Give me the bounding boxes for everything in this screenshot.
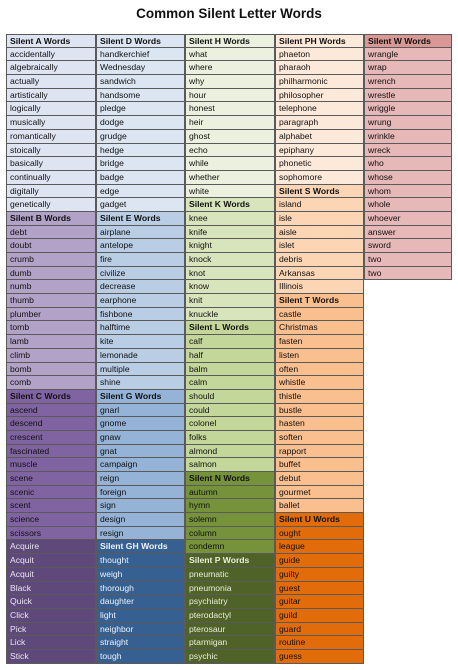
word-cell: white <box>185 185 275 199</box>
word-cell: badge <box>96 171 185 185</box>
section-header: Silent B Words <box>6 212 96 226</box>
word-cell: handkerchief <box>96 48 185 62</box>
word-cell: guest <box>275 582 364 596</box>
word-cell: light <box>96 609 185 623</box>
word-cell: knot <box>185 267 275 281</box>
word-cell: Pick <box>6 623 96 637</box>
word-cell: scent <box>6 499 96 513</box>
word-cell: hour <box>185 89 275 103</box>
word-cell: wrinkle <box>364 130 452 144</box>
section-header: Silent GH Words <box>96 540 185 554</box>
word-cell: telephone <box>275 102 364 116</box>
word-cell: genetically <box>6 198 96 212</box>
word-cell: musically <box>6 116 96 130</box>
section-header: Silent G Words <box>96 390 185 404</box>
word-cell: gourmet <box>275 486 364 500</box>
word-cell: know <box>185 280 275 294</box>
word-cell: Christmas <box>275 321 364 335</box>
word-cell: echo <box>185 144 275 158</box>
section-header: Silent N Words <box>185 472 275 486</box>
word-cell: accidentally <box>6 48 96 62</box>
word-cell: calm <box>185 376 275 390</box>
word-cell: debt <box>6 226 96 240</box>
word-cell: debris <box>275 253 364 267</box>
word-cell: aisle <box>275 226 364 240</box>
word-cell: balm <box>185 363 275 377</box>
word-cell: design <box>96 513 185 527</box>
word-cell: crumb <box>6 253 96 267</box>
word-cell: pneumonia <box>185 582 275 596</box>
word-cell: buffet <box>275 458 364 472</box>
section-header: Silent PH Words <box>275 34 364 48</box>
word-cell: decrease <box>96 280 185 294</box>
word-cell: wrench <box>364 75 452 89</box>
word-cell: castle <box>275 308 364 322</box>
word-cell: Acquire <box>6 540 96 554</box>
word-cell: foreign <box>96 486 185 500</box>
word-cell: honest <box>185 102 275 116</box>
word-cell: artistically <box>6 89 96 103</box>
word-cell: descend <box>6 417 96 431</box>
section-header: Silent D Words <box>96 34 185 48</box>
word-cell: epiphany <box>275 144 364 158</box>
word-cell: antelope <box>96 239 185 253</box>
word-cell: wrap <box>364 61 452 75</box>
word-cell: soften <box>275 431 364 445</box>
word-cell: paragraph <box>275 116 364 130</box>
word-cell: ballet <box>275 499 364 513</box>
word-cell: gadget <box>96 198 185 212</box>
word-cell: philharmonic <box>275 75 364 89</box>
word-cell: thought <box>96 554 185 568</box>
word-cell: dumb <box>6 267 96 281</box>
column-4 <box>275 34 364 664</box>
word-cell: Black <box>6 582 96 596</box>
word-cell: alphabet <box>275 130 364 144</box>
word-cell: guild <box>275 609 364 623</box>
word-cell: grudge <box>96 130 185 144</box>
word-cell: bomb <box>6 363 96 377</box>
word-cell: sign <box>96 499 185 513</box>
word-cell: edge <box>96 185 185 199</box>
word-cell: gnome <box>96 417 185 431</box>
word-cell: plumber <box>6 308 96 322</box>
word-cell: whether <box>185 171 275 185</box>
word-cell: Illinois <box>275 280 364 294</box>
word-cell: ascend <box>6 404 96 418</box>
word-cell: continually <box>6 171 96 185</box>
word-cell: knight <box>185 239 275 253</box>
word-cell: crescent <box>6 431 96 445</box>
word-cell: gnat <box>96 445 185 459</box>
word-cell: kite <box>96 335 185 349</box>
word-cell: actually <box>6 75 96 89</box>
word-cell: airplane <box>96 226 185 240</box>
word-cell: solemn <box>185 513 275 527</box>
word-cell: answer <box>364 226 452 240</box>
word-cell: guitar <box>275 595 364 609</box>
word-cell: whose <box>364 171 452 185</box>
word-cell: pterosaur <box>185 623 275 637</box>
word-cell: digitally <box>6 185 96 199</box>
word-cell: gnarl <box>96 404 185 418</box>
word-cell: routine <box>275 636 364 650</box>
column-5 <box>364 34 452 280</box>
word-cell: sword <box>364 239 452 253</box>
word-cell: guess <box>275 650 364 664</box>
word-cell: romantically <box>6 130 96 144</box>
section-header: Silent W Words <box>364 34 452 48</box>
word-cell: civilize <box>96 267 185 281</box>
word-cell: whistle <box>275 376 364 390</box>
word-cell: phonetic <box>275 157 364 171</box>
word-cell: two <box>364 267 452 281</box>
page-title: Common Silent Letter Words <box>136 6 322 21</box>
word-cell: guide <box>275 554 364 568</box>
word-cell: tomb <box>6 321 96 335</box>
word-cell: fascinated <box>6 445 96 459</box>
section-header: Silent U Words <box>275 513 364 527</box>
word-cell: island <box>275 198 364 212</box>
word-cell: folks <box>185 431 275 445</box>
word-cell: bustle <box>275 404 364 418</box>
word-cell: multiple <box>96 363 185 377</box>
word-cell: algebraically <box>6 61 96 75</box>
section-header: Silent A Words <box>6 34 96 48</box>
word-cell: earphone <box>96 294 185 308</box>
word-cell: Arkansas <box>275 267 364 281</box>
word-cell: pterodactyl <box>185 609 275 623</box>
word-cell: Lick <box>6 636 96 650</box>
word-cell: halftime <box>96 321 185 335</box>
word-cell: guilty <box>275 568 364 582</box>
word-cell: stoically <box>6 144 96 158</box>
word-cell: debut <box>275 472 364 486</box>
column-2 <box>96 34 185 664</box>
word-cell: league <box>275 540 364 554</box>
section-header: Silent P Words <box>185 554 275 568</box>
word-cell: listen <box>275 349 364 363</box>
word-cell: autumn <box>185 486 275 500</box>
word-cell: muscle <box>6 458 96 472</box>
word-cell: often <box>275 363 364 377</box>
word-cell: weigh <box>96 568 185 582</box>
word-cell: tough <box>96 650 185 664</box>
word-cell: calf <box>185 335 275 349</box>
word-cell: wrangle <box>364 48 452 62</box>
word-cell: hasten <box>275 417 364 431</box>
word-cell: hedge <box>96 144 185 158</box>
word-cell: fishbone <box>96 308 185 322</box>
word-cell: could <box>185 404 275 418</box>
word-cell: phaeton <box>275 48 364 62</box>
word-cell: knuckle <box>185 308 275 322</box>
word-cell: psychic <box>185 650 275 664</box>
word-cell: whoever <box>364 212 452 226</box>
word-cell: scissors <box>6 527 96 541</box>
word-cell: pneumatic <box>185 568 275 582</box>
word-cell: knee <box>185 212 275 226</box>
section-header: Silent K Words <box>185 198 275 212</box>
word-cell: basically <box>6 157 96 171</box>
word-cell: guard <box>275 623 364 637</box>
word-cell: lemonade <box>96 349 185 363</box>
word-cell: knife <box>185 226 275 240</box>
word-cell: while <box>185 157 275 171</box>
word-cell: gnaw <box>96 431 185 445</box>
word-cell: Stick <box>6 650 96 664</box>
word-cell: thumb <box>6 294 96 308</box>
word-cell: dodge <box>96 116 185 130</box>
word-cell: wriggle <box>364 102 452 116</box>
word-cell: fire <box>96 253 185 267</box>
word-cell: who <box>364 157 452 171</box>
column-3 <box>185 34 275 664</box>
word-cell: campaign <box>96 458 185 472</box>
word-cell: Click <box>6 609 96 623</box>
word-cell: handsome <box>96 89 185 103</box>
word-cell: sophomore <box>275 171 364 185</box>
word-cell: why <box>185 75 275 89</box>
word-cell: climb <box>6 349 96 363</box>
word-cell: Wednesday <box>96 61 185 75</box>
column-1 <box>6 34 96 664</box>
word-cell: scenic <box>6 486 96 500</box>
word-cell: philosopher <box>275 89 364 103</box>
section-header: Silent H Words <box>185 34 275 48</box>
word-cell: where <box>185 61 275 75</box>
section-header: Silent S Words <box>275 185 364 199</box>
word-cell: sandwich <box>96 75 185 89</box>
word-cell: neighbor <box>96 623 185 637</box>
word-cell: logically <box>6 102 96 116</box>
word-cell: wrestle <box>364 89 452 103</box>
section-header: Silent L Words <box>185 321 275 335</box>
word-cell: pledge <box>96 102 185 116</box>
word-cell: fasten <box>275 335 364 349</box>
word-cell: numb <box>6 280 96 294</box>
word-cell: knock <box>185 253 275 267</box>
word-cell: thistle <box>275 390 364 404</box>
word-cell: scene <box>6 472 96 486</box>
word-cell: whom <box>364 185 452 199</box>
section-header: Silent E Words <box>96 212 185 226</box>
word-cell: ptarmigan <box>185 636 275 650</box>
word-cell: resign <box>96 527 185 541</box>
word-cell: Quick <box>6 595 96 609</box>
word-cell: daughter <box>96 595 185 609</box>
word-cell: bridge <box>96 157 185 171</box>
word-cell: rapport <box>275 445 364 459</box>
word-cell: wrung <box>364 116 452 130</box>
section-header: Silent T Words <box>275 294 364 308</box>
word-cell: thorough <box>96 582 185 596</box>
word-cell: ghost <box>185 130 275 144</box>
word-cell: condemn <box>185 540 275 554</box>
word-cell: half <box>185 349 275 363</box>
word-cell: psychiatry <box>185 595 275 609</box>
word-cell: should <box>185 390 275 404</box>
word-cell: heir <box>185 116 275 130</box>
word-cell: two <box>364 253 452 267</box>
word-cell: comb <box>6 376 96 390</box>
word-cell: hymn <box>185 499 275 513</box>
word-cell: shine <box>96 376 185 390</box>
word-cell: knit <box>185 294 275 308</box>
word-cell: wreck <box>364 144 452 158</box>
word-cell: salmon <box>185 458 275 472</box>
word-cell: almond <box>185 445 275 459</box>
word-cell: science <box>6 513 96 527</box>
word-cell: doubt <box>6 239 96 253</box>
section-header: Silent C Words <box>6 390 96 404</box>
word-cell: reign <box>96 472 185 486</box>
silent-letter-table <box>6 34 452 664</box>
word-cell: column <box>185 527 275 541</box>
word-cell: isle <box>275 212 364 226</box>
word-cell: what <box>185 48 275 62</box>
word-cell: Acquit <box>6 554 96 568</box>
word-cell: Acquit <box>6 568 96 582</box>
word-cell: islet <box>275 239 364 253</box>
word-cell: colonel <box>185 417 275 431</box>
word-cell: pharaoh <box>275 61 364 75</box>
word-cell: lamb <box>6 335 96 349</box>
word-cell: straight <box>96 636 185 650</box>
word-cell: whole <box>364 198 452 212</box>
word-cell: ought <box>275 527 364 541</box>
